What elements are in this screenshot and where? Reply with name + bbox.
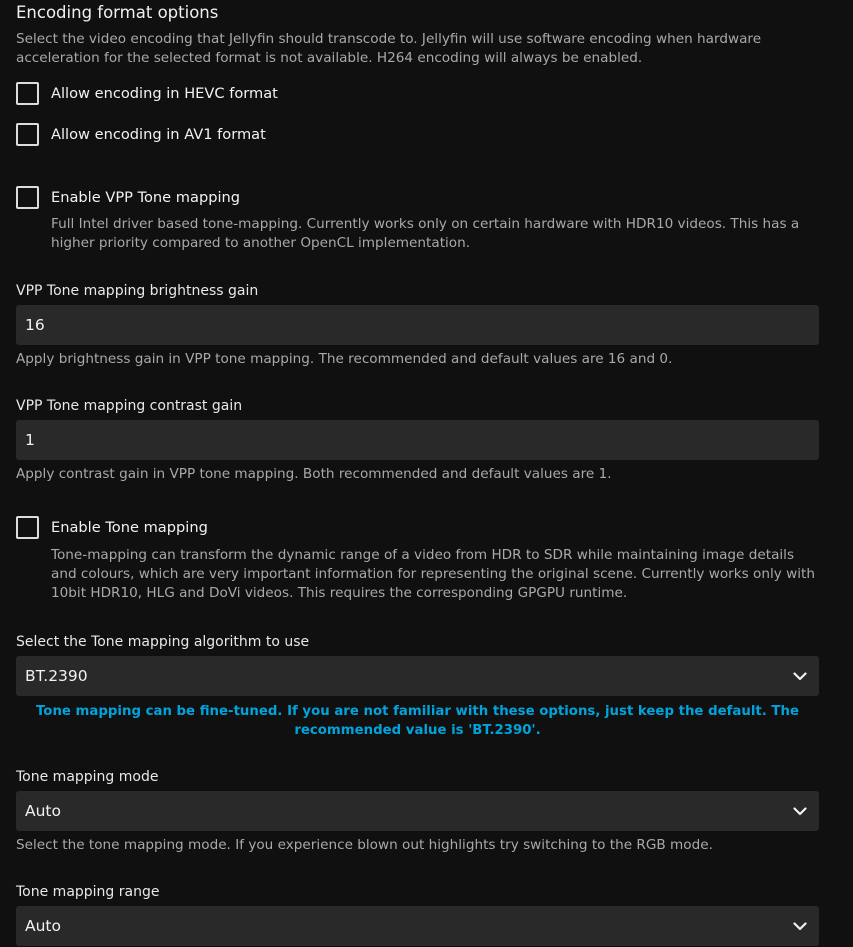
tonemap-algorithm-label: Select the Tone mapping algorithm to use [16,634,310,650]
vpp-brightness-input[interactable]: 16 [16,305,819,345]
tonemap-checkbox[interactable] [16,516,39,539]
vpp-contrast-input[interactable]: 1 [16,420,819,460]
hevc-checkbox-row[interactable] [16,82,278,105]
section-title: Encoding format options [16,3,219,22]
vpp-contrast-label: VPP Tone mapping contrast gain [16,398,243,414]
tonemap-range-select[interactable] [16,906,819,946]
tonemap-range-value[interactable]: Auto [25,917,61,935]
hevc-checkbox-label[interactable]: Allow encoding in HEVC format [51,85,278,102]
hevc-checkbox[interactable] [16,82,39,105]
av1-checkbox[interactable] [16,123,39,146]
tonemap-algorithm-select[interactable] [16,656,819,696]
vpp-contrast-description: Apply contrast gain in VPP tone mapping. Both recommended and default values are 1. [16,466,612,482]
vpp-tonemap-checkbox[interactable] [16,186,39,209]
av1-checkbox-label[interactable]: Allow encoding in AV1 format [51,126,266,143]
vpp-brightness-description: Apply brightness gain in VPP tone mapping. The recommended and default values are 16 and 0. [16,351,673,367]
vpp-tonemap-checkbox-row[interactable] [16,186,240,209]
chevron-down-icon[interactable] [790,916,810,936]
tonemap-mode-label: Tone mapping mode [16,769,159,785]
tonemap-checkbox-label[interactable]: Enable Tone mapping [51,519,208,536]
tonemap-range-label: Tone mapping range [16,884,160,900]
tonemap-algorithm-info: Tone mapping can be fine-tuned. If you are not familiar with these options, just keep the default. The recommended value is 'BT.2390'. [36,704,799,738]
tonemap-description: Tone-mapping can transform the dynamic range of a video from HDR to SDR while maintaining image details and colours, which are very important information for representing the original scene. Currently works only with 10bit HDR10, HLG and DoVi videos. This requires the corresponding GPGPU runtime. [51,547,815,601]
chevron-down-icon[interactable] [790,666,810,686]
vpp-brightness-label: VPP Tone mapping brightness gain [16,283,259,299]
tonemap-mode-description: Select the tone mapping mode. If you experience blown out highlights try switching to the RGB mode. [16,837,713,853]
chevron-down-icon[interactable] [790,801,810,821]
vpp-tonemap-checkbox-label[interactable]: Enable VPP Tone mapping [51,189,241,206]
tonemap-mode-value[interactable]: Auto [25,802,61,820]
tonemap-checkbox-row[interactable] [16,516,208,539]
tonemap-algorithm-value[interactable]: BT.2390 [25,667,88,685]
vpp-tonemap-description: Full Intel driver based tone-mapping. Currently works only on certain hardware with HDR10 videos. This has a higher priority compared to another OpenCL implementation. [51,216,800,251]
av1-checkbox-row[interactable] [16,123,266,146]
tonemap-mode-select[interactable] [16,791,819,831]
encoding-description: Select the video encoding that Jellyfin should transcode to. Jellyfin will use software encoding when hardware acceleration for the selected format is not available. H264 encoding will always be enabled. [16,31,762,66]
